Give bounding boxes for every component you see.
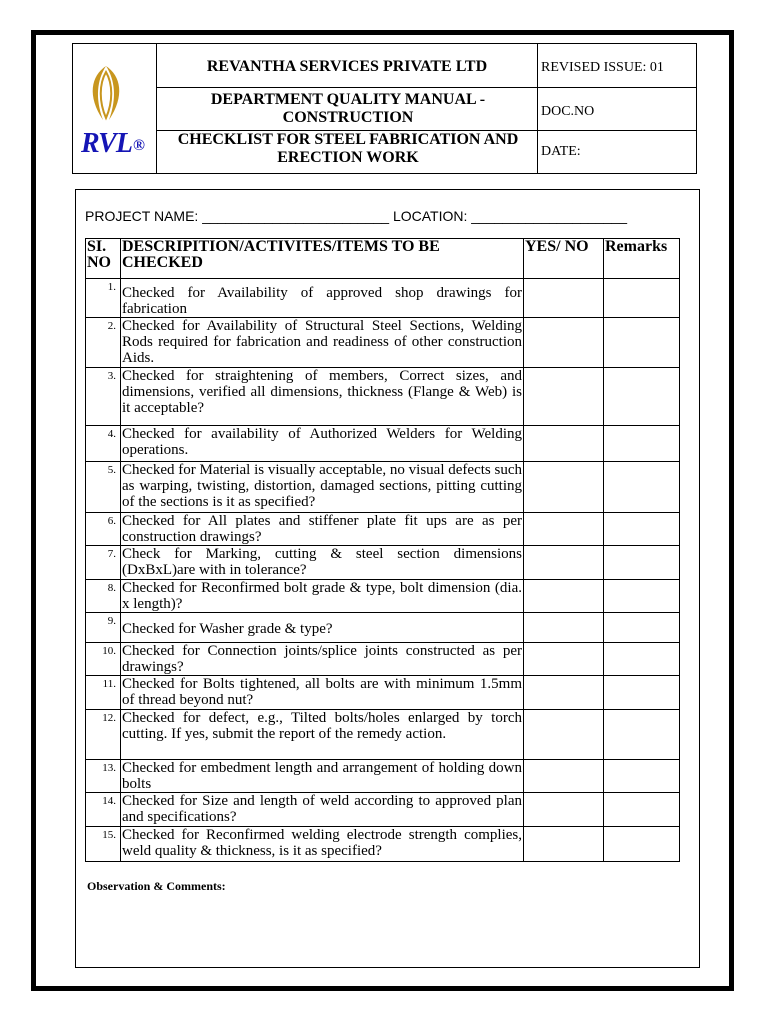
header-yes-no: YES/ NO xyxy=(524,239,604,279)
table-row xyxy=(86,710,680,760)
table-row xyxy=(86,513,680,546)
project-line: PROJECT NAME: ________________________ LOCATION: ____________________ xyxy=(85,208,627,224)
yes-no-cell[interactable] xyxy=(524,426,604,462)
table-row xyxy=(86,546,680,580)
row-number: 6. xyxy=(86,513,121,546)
yes-no-cell[interactable] xyxy=(524,760,604,793)
row-description: Checked for defect, e.g., Tilted bolts/holes enlarged by torch cutting. If yes, submit the report of the remedy action. xyxy=(121,710,524,760)
row-description: Checked for availability of Authorized Welders for Welding operations. xyxy=(121,426,524,462)
row-number: 11. xyxy=(86,676,121,710)
row-number: 12. xyxy=(86,710,121,760)
header-description: DESCRIPITION/ACTIVITES/ITEMS TO BE CHECKED xyxy=(121,239,524,279)
yes-no-cell[interactable] xyxy=(524,643,604,676)
table-row xyxy=(86,368,680,426)
date-label: DATE: xyxy=(541,144,581,159)
table-row xyxy=(86,760,680,793)
table-row xyxy=(86,318,680,368)
revised-issue: REVISED ISSUE: 01 xyxy=(541,60,664,75)
row-number: 10. xyxy=(86,643,121,676)
table-row xyxy=(86,426,680,462)
remarks-cell[interactable] xyxy=(604,710,680,760)
yes-no-cell[interactable] xyxy=(524,546,604,580)
row-description: Checked for Connection joints/splice joints constructed as per drawings? xyxy=(122,643,522,675)
remarks-cell[interactable] xyxy=(604,368,680,426)
remarks-cell[interactable] xyxy=(604,643,680,676)
row-description: Checked for All plates and stiffener plate fit ups are as per construction drawings? xyxy=(122,513,522,545)
leaf-logo-icon xyxy=(81,62,131,124)
remarks-cell[interactable] xyxy=(604,279,680,318)
company-logo xyxy=(73,44,156,173)
remarks-cell[interactable] xyxy=(604,513,680,546)
remarks-cell[interactable] xyxy=(604,827,680,862)
row-description: Checked for Reconfirmed welding electrode strength complies, weld quality & thickness, is it as specified? xyxy=(121,827,524,862)
table-row xyxy=(86,793,680,827)
yes-no-cell[interactable] xyxy=(524,368,604,426)
table-row xyxy=(86,462,680,513)
logo-wordmark: RVL® xyxy=(81,128,144,159)
yes-no-cell[interactable] xyxy=(524,279,604,318)
yes-no-cell[interactable] xyxy=(524,513,604,546)
table-row xyxy=(86,613,680,643)
yes-no-cell[interactable] xyxy=(524,710,604,760)
row-number: 15. xyxy=(86,827,121,862)
checklist-table xyxy=(85,238,680,862)
remarks-cell[interactable] xyxy=(604,318,680,368)
row-number: 1. xyxy=(86,279,121,318)
remarks-cell[interactable] xyxy=(604,462,680,513)
yes-no-cell[interactable] xyxy=(524,613,604,643)
table-row xyxy=(86,580,680,613)
row-description: Checked for Washer grade & type? xyxy=(121,613,524,643)
yes-no-cell[interactable] xyxy=(524,318,604,368)
row-number: 13. xyxy=(86,760,121,793)
checklist-title: CHECKLIST FOR STEEL FABRICATION AND ERECTION WORK xyxy=(177,131,519,166)
row-description: Checked for Reconfirmed bolt grade & type, bolt dimension (dia. x length)? xyxy=(122,580,522,612)
row-description: Checked for straightening of members, Correct sizes, and dimensions, verified all dimensions, thickness (Flange & Web) is it acceptable? xyxy=(121,368,524,426)
remarks-cell[interactable] xyxy=(604,676,680,710)
yes-no-cell[interactable] xyxy=(524,462,604,513)
row-number: 8. xyxy=(86,580,121,613)
row-number: 14. xyxy=(86,793,121,827)
remarks-cell[interactable] xyxy=(604,580,680,613)
company-name: REVANTHA SERVICES PRIVATE LTD xyxy=(206,58,488,75)
header-sl-no: SI. NO xyxy=(86,239,121,279)
remarks-cell[interactable] xyxy=(604,760,680,793)
remarks-cell[interactable] xyxy=(604,613,680,643)
row-description: Checked for Availability of Structural Steel Sections, Welding Rods required for fabrication and readiness of other construction Aids. xyxy=(122,318,522,366)
observation-label: Observation & Comments: xyxy=(87,879,226,893)
row-description: Checked for embedment length and arrangement of holding down bolts xyxy=(122,760,522,792)
row-number: 9. xyxy=(86,613,121,643)
row-number: 4. xyxy=(86,426,121,462)
header-remarks: Remarks xyxy=(604,239,680,279)
remarks-cell[interactable] xyxy=(604,793,680,827)
remarks-cell[interactable] xyxy=(604,546,680,580)
row-number: 7. xyxy=(86,546,121,580)
remarks-cell[interactable] xyxy=(604,426,680,462)
table-row xyxy=(86,676,680,710)
yes-no-cell[interactable] xyxy=(524,676,604,710)
yes-no-cell[interactable] xyxy=(524,827,604,862)
table-row xyxy=(86,279,680,318)
row-number: 5. xyxy=(86,462,121,513)
manual-title: DEPARTMENT QUALITY MANUAL - CONSTRUCTION xyxy=(210,91,486,126)
row-description: Checked for Availability of approved shop drawings for fabrication xyxy=(121,279,524,318)
yes-no-cell[interactable] xyxy=(524,793,604,827)
table-header-row xyxy=(86,239,680,279)
table-row xyxy=(86,643,680,676)
row-description: Checked for Material is visually acceptable, no visual defects such as warping, twisting, distortion, damaged sections, pitting cutting of the sections is it as specified? xyxy=(121,462,524,513)
row-number: 3. xyxy=(86,368,121,426)
row-number: 2. xyxy=(86,318,121,368)
row-description: Check for Marking, cutting & steel section dimensions (DxBxL)are with in tolerance? xyxy=(122,546,522,578)
yes-no-cell[interactable] xyxy=(524,580,604,613)
table-row xyxy=(86,827,680,862)
document-header xyxy=(72,43,697,174)
row-description: Checked for Size and length of weld according to approved plan and specifications? xyxy=(122,793,522,825)
doc-no-label: DOC.NO xyxy=(541,104,595,119)
row-description: Checked for Bolts tightened, all bolts are with minimum 1.5mm of thread beyond nut? xyxy=(122,676,522,708)
